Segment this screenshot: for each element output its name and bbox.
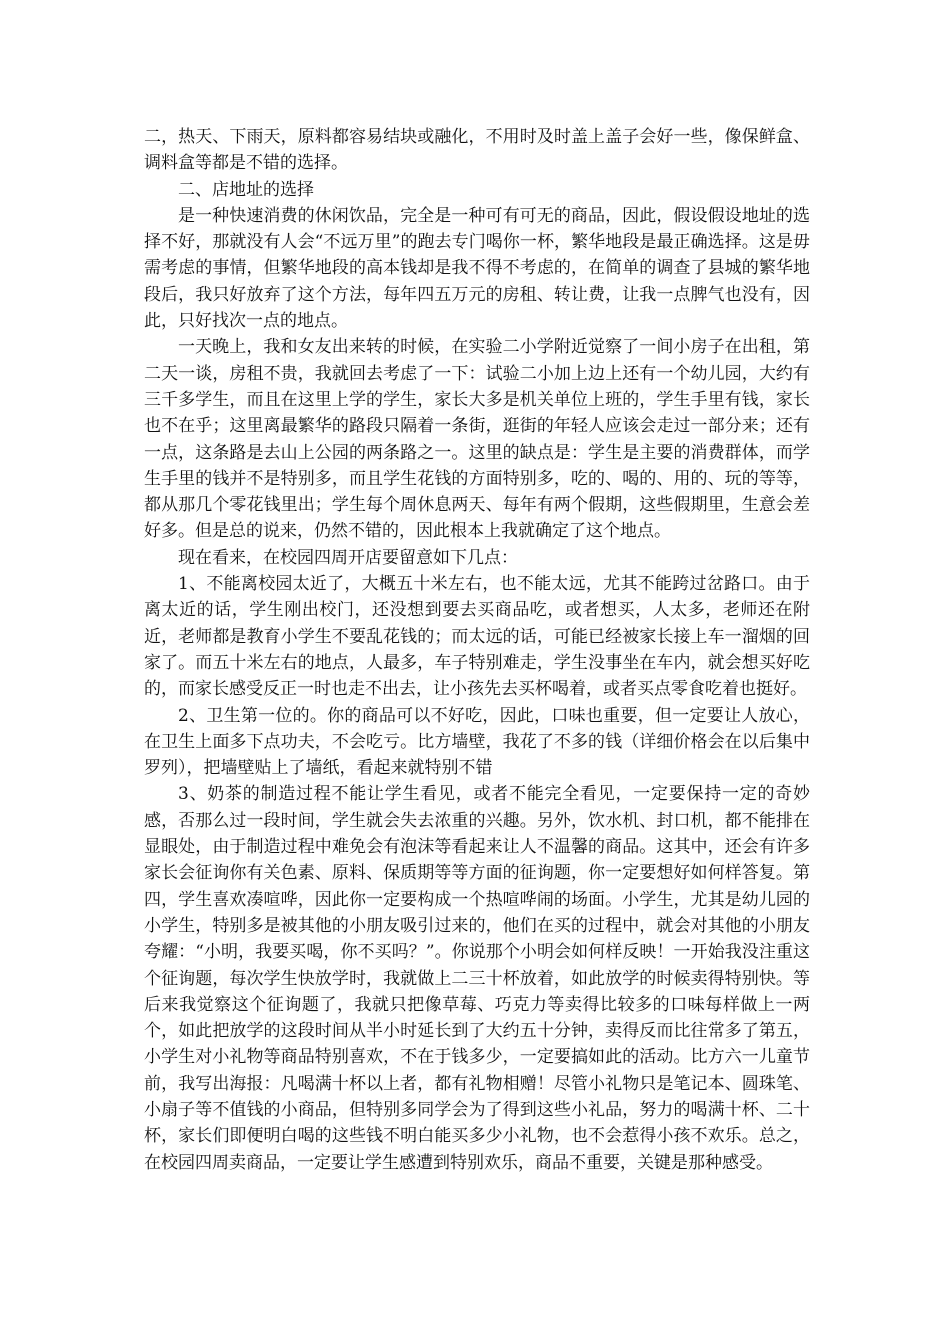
paragraph-tip-2: 2、卫生第一位的。你的商品可以不好吃，因此，口味也重要，但一定要让人放心，在卫生上面多下点功夫，不会吃亏。比方墙壁，我花了不多的钱（详细价格会在以后集中罗列），把墙壁贴上了墙纸，看起来就特别不错 bbox=[144, 705, 810, 779]
paragraph-finding-shop: 一天晚上，我和女友出来转的时候，在实验二小学附近觉察了一间小房子在出租，第二天一谈，房租不贵，我就回去考虑了一下：试验二小加上边上还有一个幼儿园，大约有三千多学生，而且在这里上学的学生，家长大多是机关单位上班的，学生手里有钱，家长也不在乎；这里离最繁华的路段只隔着一条街，逛街的年轻人应该会走过一部分来；还有一点，这条路是去山上公园的两条路之一。这里的缺点是：学生是主要的消费群体，而学生手里的钱并不是特别多，而且学生花钱的方面特别多，吃的、喝的、用的、玩的等等，都从那几个零花钱里出；学生每个周休息两天、每年有两个假期，这些假期里，生意会差好多。但是总的说来，仍然不错的，因此根本上我就确定了这个地点。 bbox=[144, 337, 810, 542]
paragraph-location-importance: 是一种快速消费的休闲饮品，完全是一种可有可无的商品，因此，假设假设地址的选择不好，那就没有人会“不远万里”的跑去专门喝你一杯，繁华地段是最正确选择。这是毋需考虑的事情，但繁华地段的高本钱却是我不得不考虑的，在简单的调查了县城的繁华地段后，我只好放弃了这个方法，每年四五万元的房租、转让费，让我一点脾气也没有，因此，只好找次一点的地点。 bbox=[144, 205, 810, 332]
paragraph-tips-intro: 现在看来，在校园四周开店要留意如下几点： bbox=[178, 547, 518, 568]
paragraph-intro-continuation: 二，热天、下雨天，原料都容易结块或融化，不用时及时盖上盖子会好一些，像保鲜盒、调料盒等都是不错的选择。 bbox=[144, 127, 810, 174]
document-body bbox=[144, 124, 810, 1176]
section-heading-location: 二、店地址的选择 bbox=[178, 179, 314, 200]
paragraph-tip-1: 1、不能离校园太近了，大概五十米左右，也不能太远，尤其不能跨过岔路口。由于离太近的话，学生刚出校门，还没想到要去买商品吃，或者想买，人太多，老师还在附近，老师都是教育小学生不要乱花钱的；而太远的话，可能已经被家长接上车一溜烟的回家了。而五十米左右的地点，人最多，车子特别难走，学生没事坐在车内，就会想买好吃的，而家长感受反正一时也走不出去，让小孩先去买杯喝着，或者买点零食吃着也挺好。 bbox=[144, 574, 810, 700]
paragraph-tip-3: 3、奶茶的制造过程不能让学生看见，或者不能完全看见，一定要保持一定的奇妙感，否那么过一段时间，学生就会失去浓重的兴趣。另外，饮水机、封口机，都不能排在显眼处，由于制造过程中难免会有泡沫等看起来让人不温馨的商品。这其中，还会有许多家长会征询你有关色素、原料、保质期等等方面的征询题，你一定要想好如何样答复。第四，学生喜欢凑喧哗，因此你一定要构成一个热喧哗闹的场面。小学生，尤其是幼儿园的小学生，特别多是被其他的小朋友吸引过来的，他们在买的过程中，就会对其他的小朋友夸耀：“小明，我要买喝，你不买吗？”。你说那个小明会如何样反映！一开始我没注重这个征询题，每次学生快放学时，我就做上二三十杯放着，如此放学的时候卖得特别快。等后来我觉察这个征询题了，我就只把像草莓、巧克力等卖得比较多的口味每样做上一两个，如此把放学的这段时间从半小时延长到了大约五十分钟，卖得反而比往常多了第五，小学生对小礼物等商品特别喜欢，不在于钱多少，一定要搞如此的活动。比方六一儿童节前，我写出海报：凡喝满十杯以上者，都有礼物相赠！尽管小礼物只是笔记本、圆珠笔、小扇子等不值钱的小商品，但特别多同学会为了得到这些小礼品，努力的喝满十杯、二十杯，家长们即便明白喝的这些钱不明白能买多少小礼物，也不会惹得小孩不欢乐。总之，在校园四周卖商品，一定要让学生感遭到特别欢乐，商品不重要，关键是那种感受。 bbox=[144, 784, 810, 1173]
